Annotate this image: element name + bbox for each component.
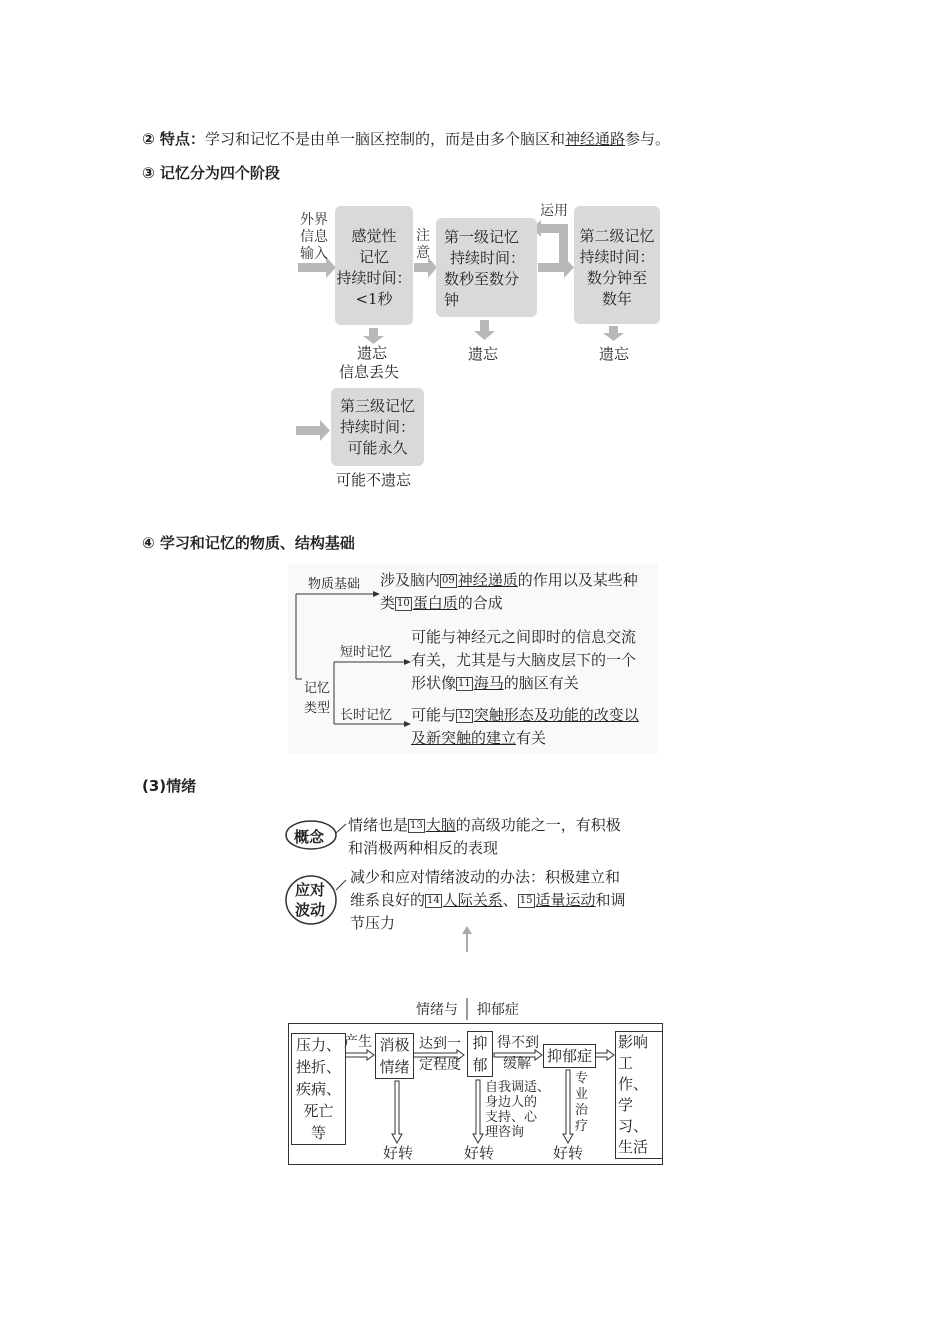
down-arrow-2-shaft [480,320,489,332]
characteristic-text: 学习和记忆不是由单一脑区控制的，而是由多个脑区和 [204,130,565,148]
material-basis-text: 涉及脑内 09 神经递质的作用以及某些种 类 10 蛋白质的合成 [380,571,638,612]
long-term-memory-text: 可能与 12 突触形态及功能的改变以 及新突触的建立有关 [411,706,639,747]
material-basis-label: 物质基础 [308,577,361,592]
causes-box: 压力、 挫折、 疾病、 死亡 等 [291,1033,346,1145]
no-forget-label: 可能不遗忘 [336,471,412,489]
use-label: 运用 [540,203,568,219]
forget-label-2: 遗忘 [468,345,499,363]
depression-box: 抑郁症 [543,1044,596,1068]
second-level-memory-box: 第二级记忆 持续时间： 数分钟至 数年 [574,206,660,324]
basis-diagram [288,564,658,754]
short-term-memory-label: 短时记忆 [340,645,393,660]
flow-title-divider [466,998,468,1020]
characteristic-underlined: 神经通路 [564,130,625,148]
better-label-3: 好转 [553,1144,584,1162]
reach-degree-label: 达到一 定程度 [419,1036,461,1073]
cope-text: 减少和应对情绪波动的办法：积极建立和 维系良好的 14 人际关系、 15 适量运动和调 节压力 [350,868,626,932]
stages-heading: ③ 记忆分为四个阶段 [142,164,280,182]
depressed-box: 抑 郁 [467,1031,493,1077]
characteristic-end: 参与。 [624,130,670,148]
input-label: 外界 信息 输入 [300,212,328,262]
negative-emotion-box: 消极 情绪 [375,1033,414,1079]
down-arrow-1-head [363,336,384,344]
use-loop-side [559,224,568,269]
concept-text: 情绪也是 13 大脑的高级功能之一，有积极 和消极两种相反的表现 [348,816,621,857]
third-arrow-head [320,420,330,441]
down-arrow-3-head [603,333,624,341]
short-term-memory-text: 可能与神经元之间即时的信息交流 有关，尤其是与大脑皮层下的一个 形状像 11 海马的脑区有关 [411,628,637,692]
better-label-1: 好转 [383,1144,414,1162]
emotion-heading: (3)情绪 [142,777,197,795]
not-relieved-label: 得不到 缓解 [497,1035,539,1072]
first-level-memory-box: 第一级记忆 持续时间： 数秒至数分 钟 [436,218,537,317]
forget-label-3: 遗忘 [599,345,630,363]
characteristic-label: ② 特点： [142,130,205,148]
forget-label-1: 遗忘 信息丢失 [338,344,399,381]
depression-flow-frame [288,1023,663,1165]
memory-type-label: 记忆 类型 [304,681,331,716]
produce-label: 产生 [344,1034,372,1050]
effects-box: 影响 工作、 学习、 生活 [615,1031,663,1159]
attention-label: 注 意 [416,228,430,261]
flow-title-right: 抑郁症 [476,1002,519,1018]
long-term-memory-label: 长时记忆 [340,708,393,723]
sensory-memory-box: 感觉性 记忆 持续时间： <1秒 [335,206,413,325]
cope-label: 应对 波动 [295,881,326,919]
emotion-diagram [280,810,670,960]
input-arrow-shaft [298,263,326,272]
flow-title-left: 情绪与 [416,1002,458,1018]
down-arrow-3-shaft [609,326,618,334]
down-arrow-1-shaft [369,328,378,337]
professional-treatment-label: 专 业 治 疗 [575,1071,589,1134]
concept-label: 概念 [294,828,325,846]
down-arrow-2-head [474,331,495,340]
better-label-2: 好转 [464,1144,495,1162]
attention-arrow-shaft [414,263,428,272]
third-arrow-shaft [296,426,320,435]
basis-heading: ④ 学习和记忆的物质、结构基础 [142,534,355,552]
third-level-memory-box: 第三级记忆 持续时间： 可能永久 [331,388,424,466]
flow-title [416,998,519,1020]
memory-stages-diagram [0,0,950,500]
self-adjust-label: 自我调适、 身边人的 支持、心 理咨询 [485,1080,551,1140]
